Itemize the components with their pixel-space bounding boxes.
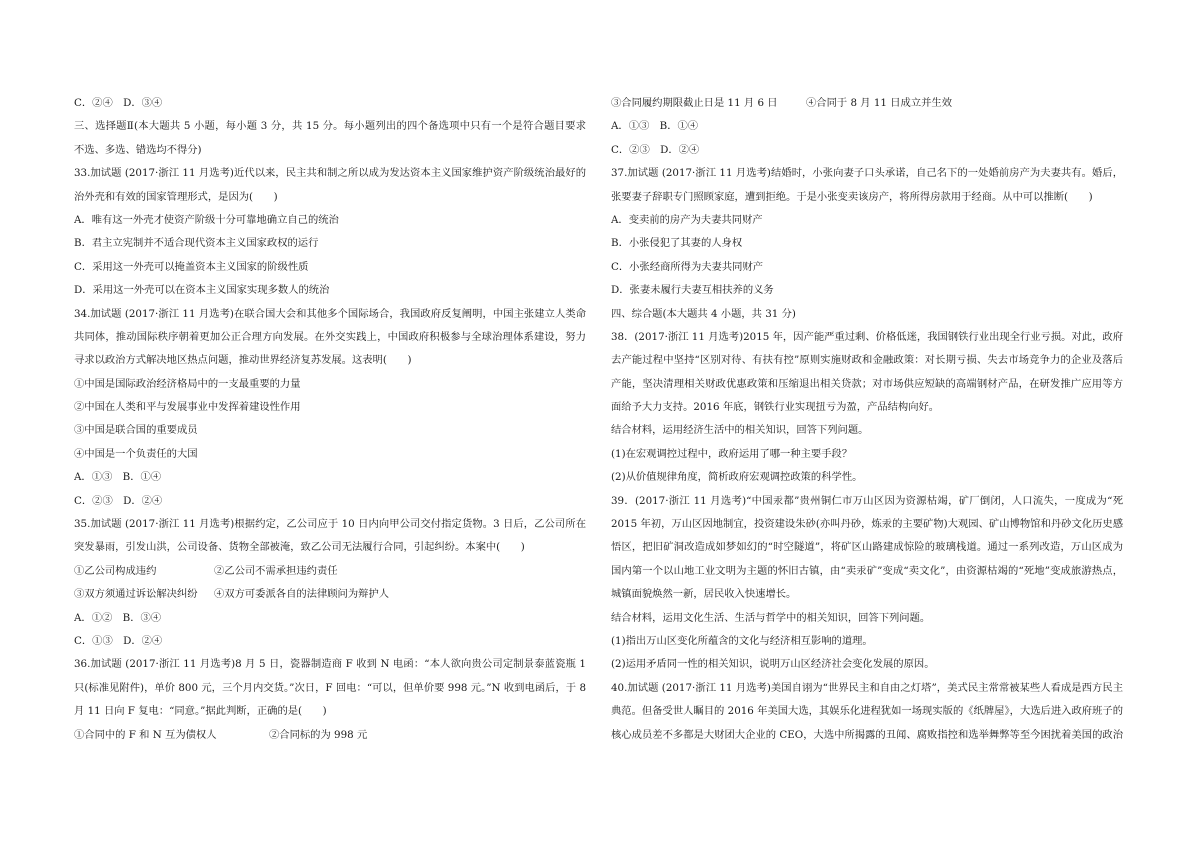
right-column [611, 92, 1123, 747]
text-line: 39．(2017·浙江 11 月选考)“中国汞都”贵州铜仁市万山区因为资源枯竭，矿厂倒闭，人口流失，一度成为“死 [611, 494, 1123, 507]
text-line: 城镇面貌焕然一新，居民收入快速增长。 [611, 588, 797, 601]
text-line: A．①③ B．①④ [611, 120, 699, 133]
text-line: A．唯有这一外壳才使资产阶级十分可靠地确立自己的统治 [74, 213, 339, 226]
option-statement: ②乙公司不需承担违约责任 [214, 564, 338, 577]
text-line: 结合材料，运用经济生活中的相关知识，回答下列问题。 [611, 424, 869, 437]
option-statement: ①乙公司构成违约 [74, 564, 157, 577]
text-line: 寻求以政治方式解决地区热点问题，推动世界经济复苏发展。这表明( ) [74, 354, 412, 367]
option-statement: ③合同履约期限截止日是 11 月 6 日 [611, 97, 778, 109]
text-line: 治外壳和有效的国家管理形式，是因为( ) [74, 190, 278, 203]
text-line: C．小张经商所得为夫妻共同财产 [611, 260, 764, 273]
text-line: A．变卖前的房产为夫妻共同财产 [611, 213, 763, 226]
left-column [74, 92, 586, 747]
text-line: ④中国是一个负责任的大国 [74, 447, 198, 460]
text-line [74, 724, 586, 747]
text-line [74, 583, 586, 606]
text-line: 36.加试题 (2017·浙江 11 月选考)8 月 5 日，瓷器制造商 F 收到 N 电函：“本人欲向贵公司定制景泰蓝瓷瓶 1 [74, 658, 586, 671]
text-line: (2)运用矛盾同一性的相关知识，说明万山区经济社会变化发展的原因。 [611, 658, 935, 671]
text-line: 37.加试题 (2017·浙江 11 月选考)结婚时，小张向妻子口头承诺，自己名下的一处婚前房产为夫妻共有。婚后， [611, 167, 1123, 180]
text-line: 三、选择题Ⅱ(本大题共 5 小题，每小题 3 分，共 15 分。每小题列出的四个备选项中只有一个是符合题目要求 [74, 120, 586, 133]
option-statement: ④合同于 8 月 11 日成立并生效 [806, 97, 953, 109]
text-line: 张要妻子辞职专门照顾家庭，遭到拒绝。于是小张变卖该房产，将所得房款用于经商。从中可以推断( ) [611, 190, 1093, 203]
text-line: 悟区，把旧矿洞改造成如梦如幻的“时空隧道”，将矿区山路建成惊险的玻璃栈道。通过一系列改造，万山区成为 [611, 541, 1123, 554]
text-line: 不选、多选、错选均不得分) [74, 143, 202, 156]
text-line: 34.加试题 (2017·浙江 11 月选考)在联合国大会和其他多个国际场合，我国政府反复阐明，中国主张建立人类命 [74, 307, 586, 320]
text-line: A．①③ B．①④ [74, 471, 162, 484]
text-line: 2015 年初，万山区因地制宜，投资建设朱砂(亦叫丹砂，炼汞的主要矿物)大观园、矿山博物馆和丹砂文化历史感 [611, 518, 1123, 531]
option-statement: ③双方须通过诉讼解决纠纷 [74, 588, 198, 601]
text-line: 面给予大力支持。2016 年底，钢铁行业实现扭亏为盈，产品结构向好。 [611, 401, 940, 414]
text-line: 四、综合题(本大题共 4 小题，共 31 分) [611, 307, 796, 320]
option-statement: ④双方可委派各自的法律顾问为辩护人 [214, 588, 390, 601]
text-line: 38．(2017·浙江 11 月选考)2015 年，因产能严重过剩、价格低迷，我国钢铁行业出现全行业亏损。对此，政府 [611, 330, 1123, 343]
text-line: C．采用这一外壳可以掩盖资本主义国家的阶级性质 [74, 260, 309, 273]
text-line: 国内第一个以山地工业文明为主题的怀旧古镇，由“卖汞矿”变成“卖文化”，由资源枯竭的“死地”变成旅游热点， [611, 564, 1123, 577]
text-line: 产能，坚决清理相关财政优惠政策和压缩退出相关贷款；对市场供应短缺的高端钢材产品，在研发推广应用等方 [611, 377, 1123, 390]
text-line: 共同体，推动国际秩序朝着更加公正合理方向发展。在外交实践上，中国政府积极参与全球治理体系建设，努力 [74, 330, 586, 343]
text-line: C．①③ D．②④ [74, 634, 163, 647]
option-statement: ①合同中的 F 和 N 互为债权人 [74, 728, 217, 741]
text-line: D．张妻未履行夫妻互相扶养的义务 [611, 284, 774, 297]
text-line: D．采用这一外壳可以在资本主义国家实现多数人的统治 [74, 284, 330, 297]
text-line: ③中国是联合国的重要成员 [74, 424, 198, 437]
text-line: 33.加试题 (2017·浙江 11 月选考)近代以来，民主共和制之所以成为发达资本主义国家维护资产阶级统治最好的 [74, 167, 586, 180]
text-line: 只(标准见附件)，单价 800 元，三个月内交货。”次日，F 回电：“可以，但单价要 998 元。”N 收到电函后，于 8 [74, 681, 586, 694]
text-line: 核心成员差不多都是大财团大企业的 CEO，大选中所揭露的丑闻、腐败指控和选举舞弊等至今困扰着美国的政治 [611, 728, 1123, 741]
text-line: (2)从价值规律角度，简析政府宏观调控政策的科学性。 [611, 471, 863, 484]
text-line: C．②③ D．②④ [74, 494, 163, 507]
option-statement: ②合同标的为 998 元 [269, 728, 368, 741]
text-line [74, 560, 586, 583]
text-line: 典范。但备受世人瞩目的 2016 年美国大选，其娱乐化进程犹如一场现实版的《纸牌屋》，大选后进入政府班子的 [611, 705, 1123, 718]
text-line: B．小张侵犯了其妻的人身权 [611, 237, 743, 250]
text-line [611, 92, 1123, 115]
text-line: (1)指出万山区变化所蕴含的文化与经济相互影响的道理。 [611, 634, 873, 647]
text-line: C．②③ D．②④ [611, 143, 700, 156]
text-line: ①中国是国际政治经济格局中的一支最重要的力量 [74, 377, 301, 390]
text-line: C．②④ D．③④ [74, 97, 163, 109]
text-line: A．①② B．③④ [74, 611, 162, 624]
text-line: 40.加试题 (2017·浙江 11 月选考)美国自诩为“世界民主和自由之灯塔”，美式民主常常被某些人看成是西方民主 [611, 681, 1123, 694]
text-line: 月 11 日向 F 复电：“同意。”据此判断，正确的是( ) [74, 705, 327, 718]
text-line: 结合材料，运用文化生活、生活与哲学中的相关知识，回答下列问题。 [611, 611, 931, 624]
text-line: (1)在宏观调控过程中，政府运用了哪一种主要手段？ [611, 447, 853, 460]
text-line: B．君主立宪制并不适合现代资本主义国家政权的运行 [74, 237, 319, 250]
text-line: 去产能过程中坚持“区别对待、有扶有控”原则实施财政和金融政策：对长期亏损、失去市场竞争力的企业及落后 [611, 354, 1123, 367]
text-line: 35.加试题 (2017·浙江 11 月选考)根据约定，乙公司应于 10 日内向甲公司交付指定货物。3 日后，乙公司所在 [74, 518, 586, 531]
text-line: ②中国在人类和平与发展事业中发挥着建设性作用 [74, 401, 301, 414]
text-line: 突发暴雨，引发山洪，公司设备、货物全部被淹，致乙公司无法履行合同，引起纠纷。本案中( ) [74, 541, 525, 554]
